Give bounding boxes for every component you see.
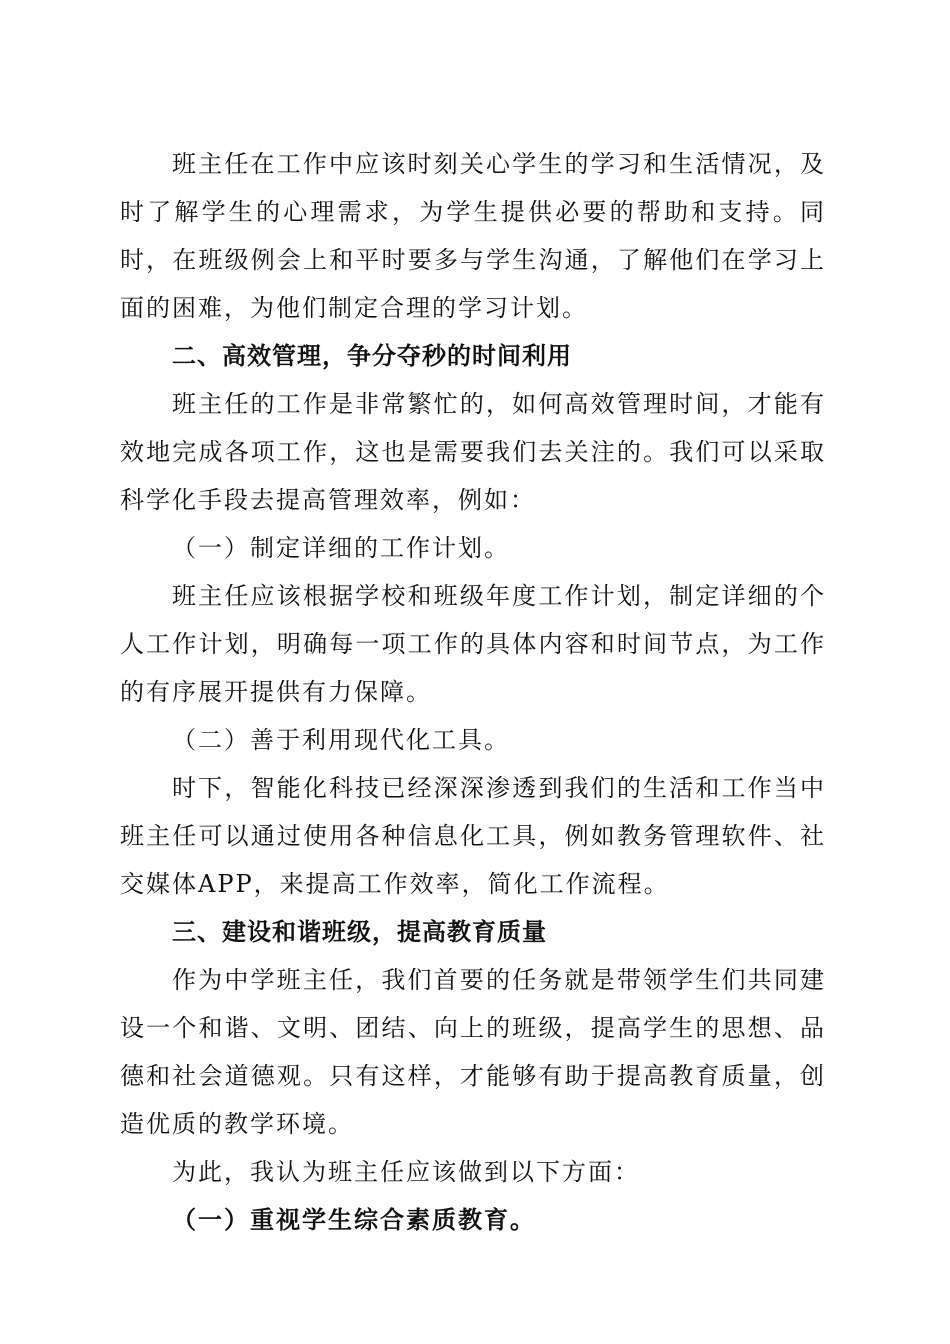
paragraph-modern-tools: 时下，智能化科技已经深深渗透到我们的生活和工作当中班主任可以通过使用各种信息化工具，例如教务管理软件、社交媒体APP，来提高工作效率，简化工作流程。: [120, 774, 826, 898]
paragraph-harmonious-class: 作为中学班主任，我们首要的任务就是带领学生们共同建设一个和谐、文明、团结、向上的班级，提高学生的思想、品德和社会道德观。只有这样，才能够有助于提高教育质量，创造优质的教学环境。: [120, 966, 826, 1138]
paragraph-aspects-intro: 为此，我认为班主任应该做到以下方面：: [172, 1158, 640, 1186]
section-heading-2: 二、高效管理，争分夺秒的时间利用: [172, 342, 572, 370]
paragraph-work-plan: 班主任应该根据学校和班级年度工作计划，制定详细的个人工作计划，明确每一项工作的具体内容和时间节点，为工作的有序展开提供有力保障。: [120, 582, 826, 706]
paragraph-care-for-students: 班主任在工作中应该时刻关心学生的学习和生活情况，及时了解学生的心理需求，为学生提供必要的帮助和支持。同时，在班级例会上和平时要多与学生沟通，了解他们在学习上面的困难，为他们制定合理的学习计划。: [120, 150, 826, 322]
subheading-2-2: （二）善于利用现代化工具。: [172, 726, 510, 754]
subheading-3-1: （一）重视学生综合素质教育。: [172, 1205, 536, 1234]
section-heading-3: 三、建设和谐班级，提高教育质量: [172, 918, 547, 946]
document-body: [120, 140, 826, 1244]
paragraph-time-management: 班主任的工作是非常繁忙的，如何高效管理时间，才能有效地完成各项工作，这也是需要我们去关注的。我们可以采取科学化手段去提高管理效率，例如：: [120, 390, 826, 514]
subheading-2-1: （一）制定详细的工作计划。: [172, 534, 510, 562]
